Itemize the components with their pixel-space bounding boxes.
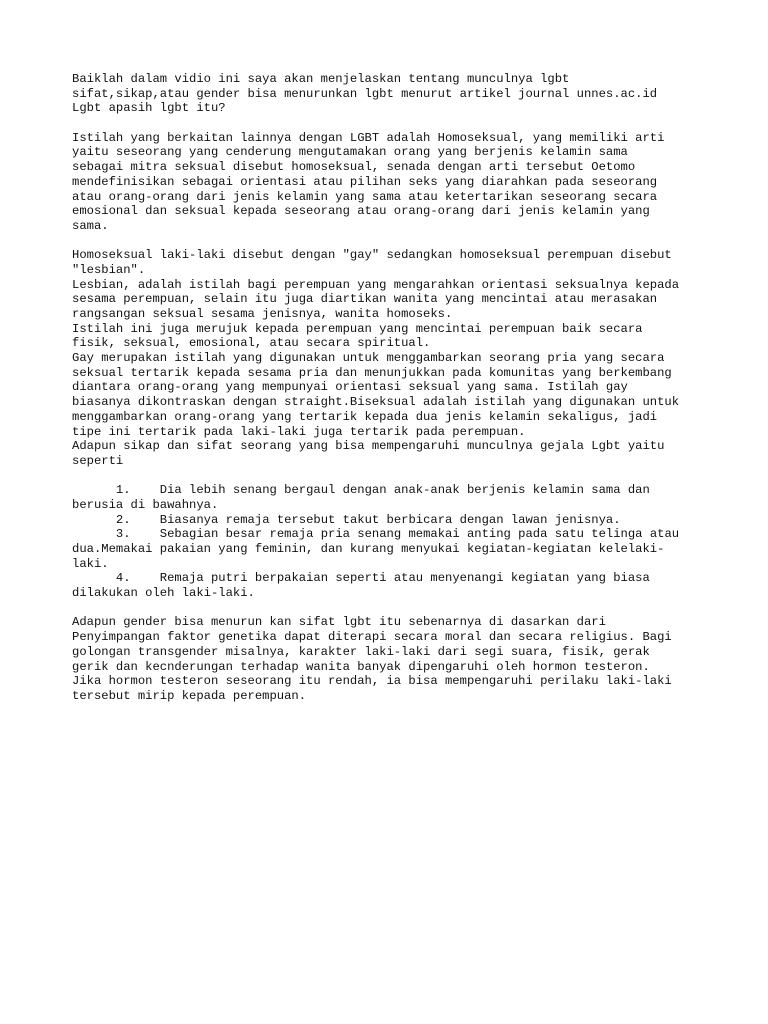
text-line: emosional dan seksual kepada seseorang atau orang-orang dari jenis kelamin yang — [72, 204, 650, 219]
paragraph-spacer — [72, 116, 732, 131]
text-line: sebagai mitra seksual disebut homoseksual, senada dengan arti tersebut Oetomo — [72, 160, 636, 175]
text-line: Istilah yang berkaitan lainnya dengan LGBT adalah Homoseksual, yang memiliki arti — [72, 130, 665, 145]
list-item — [72, 513, 732, 528]
text-line: rangsangan seksual sesama jenisnya, wanita homoseks. — [72, 307, 453, 321]
list-item-number: 1. — [115, 483, 131, 498]
text-line: Jika hormon testeron seseorang itu rendah, ia bisa mempengaruhi perilaku laki-laki — [72, 674, 672, 689]
list-item-number: 4. — [115, 571, 131, 586]
list-item-text: Sebagian besar remaja pria senang memakai anting pada satu telinga atau — [159, 527, 680, 542]
paragraph-spacer — [72, 601, 732, 616]
list-item-continuation: dua.Memakai pakaian yang feminin, dan kurang menyukai kegiatan-kegiatan kelelaki- — [72, 542, 665, 556]
list-item-text: Biasanya remaja tersebut takut berbicara dengan lawan jenisnya. — [159, 512, 621, 527]
text-line: menggambarkan orang-orang yang tertarik kepada dua jenis kelamin sekaligus, jadi — [72, 409, 658, 424]
text-line: gerik dan kecnderungan terhadap wanita banyak dipengaruhi oleh hormon testeron. — [72, 659, 650, 674]
numbered-list — [72, 483, 732, 601]
text-line: sesama perempuan, selain itu juga diartikan wanita yang mencintai atau merasakan — [72, 292, 658, 307]
text-line: golongan transgender misalnya, karakter laki-laki dari segi suara, fisik, gerak — [72, 644, 650, 659]
text-line: Istilah ini juga merujuk kepada perempuan yang mencintai perempuan baik secara — [72, 321, 643, 336]
text-line: "lesbian". — [72, 262, 146, 277]
text-line: sama. — [72, 218, 109, 233]
list-item — [72, 527, 732, 542]
text-line: Lgbt apasih lgbt itu? — [72, 101, 226, 116]
text-line: mendefinisikan sebagai orientasi atau pilihan seks yang diarahkan pada seseorang — [72, 174, 658, 189]
list-item-continuation: berusia di bawahnya. — [72, 497, 219, 512]
list-item-continuation: laki. — [72, 556, 109, 571]
text-line: Homoseksual laki-laki disebut dengan "gay" sedangkan homoseksual perempuan disebut — [72, 248, 672, 263]
text-line: diantara orang-orang yang mempunyai orientasi seksual yang sama. Istilah gay — [72, 380, 628, 395]
text-line: Lesbian, adalah istilah bagi perempuan yang mengarahkan orientasi seksualnya kepada — [72, 277, 680, 292]
text-line: Baiklah dalam vidio ini saya akan menjelaskan tentang munculnya lgbt — [72, 72, 570, 86]
text-line: atau orang-orang dari jenis kelamin yang sama atau ketertarikan seseorang secara — [72, 189, 658, 204]
text-line: biasanya dikontraskan dengan straight.Biseksual adalah istilah yang digunakan untuk — [72, 395, 680, 410]
text-line: seperti — [72, 453, 124, 468]
gender-paragraph — [72, 615, 732, 703]
list-item-text: Remaja putri berpakaian seperti atau menyenangi kegiatan yang biasa — [159, 571, 650, 586]
text-line: Adapun gender bisa menurun kan sifat lgbt itu sebenarnya di dasarkan dari — [72, 615, 606, 630]
text-line: Penyimpangan faktor genetika dapat diterapi secara moral dan secara religius. Bagi — [72, 630, 672, 645]
text-line: seksual tertarik kepada sesama pria dan menunjukkan pada komunitas yang berkembang — [72, 365, 672, 380]
list-item — [72, 571, 732, 586]
text-line: Adapun sikap dan sifat seorang yang bisa mempengaruhi munculnya gejala Lgbt yaitu — [72, 439, 665, 454]
document-page — [72, 72, 732, 704]
list-item-number: 3. — [115, 527, 131, 542]
text-line: tersebut mirip kepada perempuan. — [72, 688, 307, 703]
text-line: tipe ini tertarik pada laki-laki juga tertarik pada perempuan. — [72, 424, 526, 439]
paragraph-spacer — [72, 234, 732, 249]
text-line: yaitu seseorang yang cenderung mengutamakan orang yang berjenis kelamin sama — [72, 145, 628, 160]
homoseksual-paragraph — [72, 131, 732, 234]
definitions-paragraph — [72, 248, 732, 468]
text-line: fisik, seksual, emosional, atau secara spiritual. — [72, 336, 431, 351]
text-line: Gay merupakan istilah yang digunakan untuk menggambarkan seorang pria yang secara — [72, 351, 665, 366]
list-item-number: 2. — [115, 512, 131, 527]
list-item-continuation: dilakukan oleh laki-laki. — [72, 586, 255, 601]
list-item — [72, 483, 732, 498]
paragraph-spacer — [72, 469, 732, 484]
text-line: sifat,sikap,atau gender bisa menurunkan lgbt menurut artikel journal unnes.ac.id — [72, 86, 658, 101]
list-item-text: Dia lebih senang bergaul dengan anak-anak berjenis kelamin sama dan — [159, 483, 650, 498]
intro-paragraph — [72, 72, 732, 116]
